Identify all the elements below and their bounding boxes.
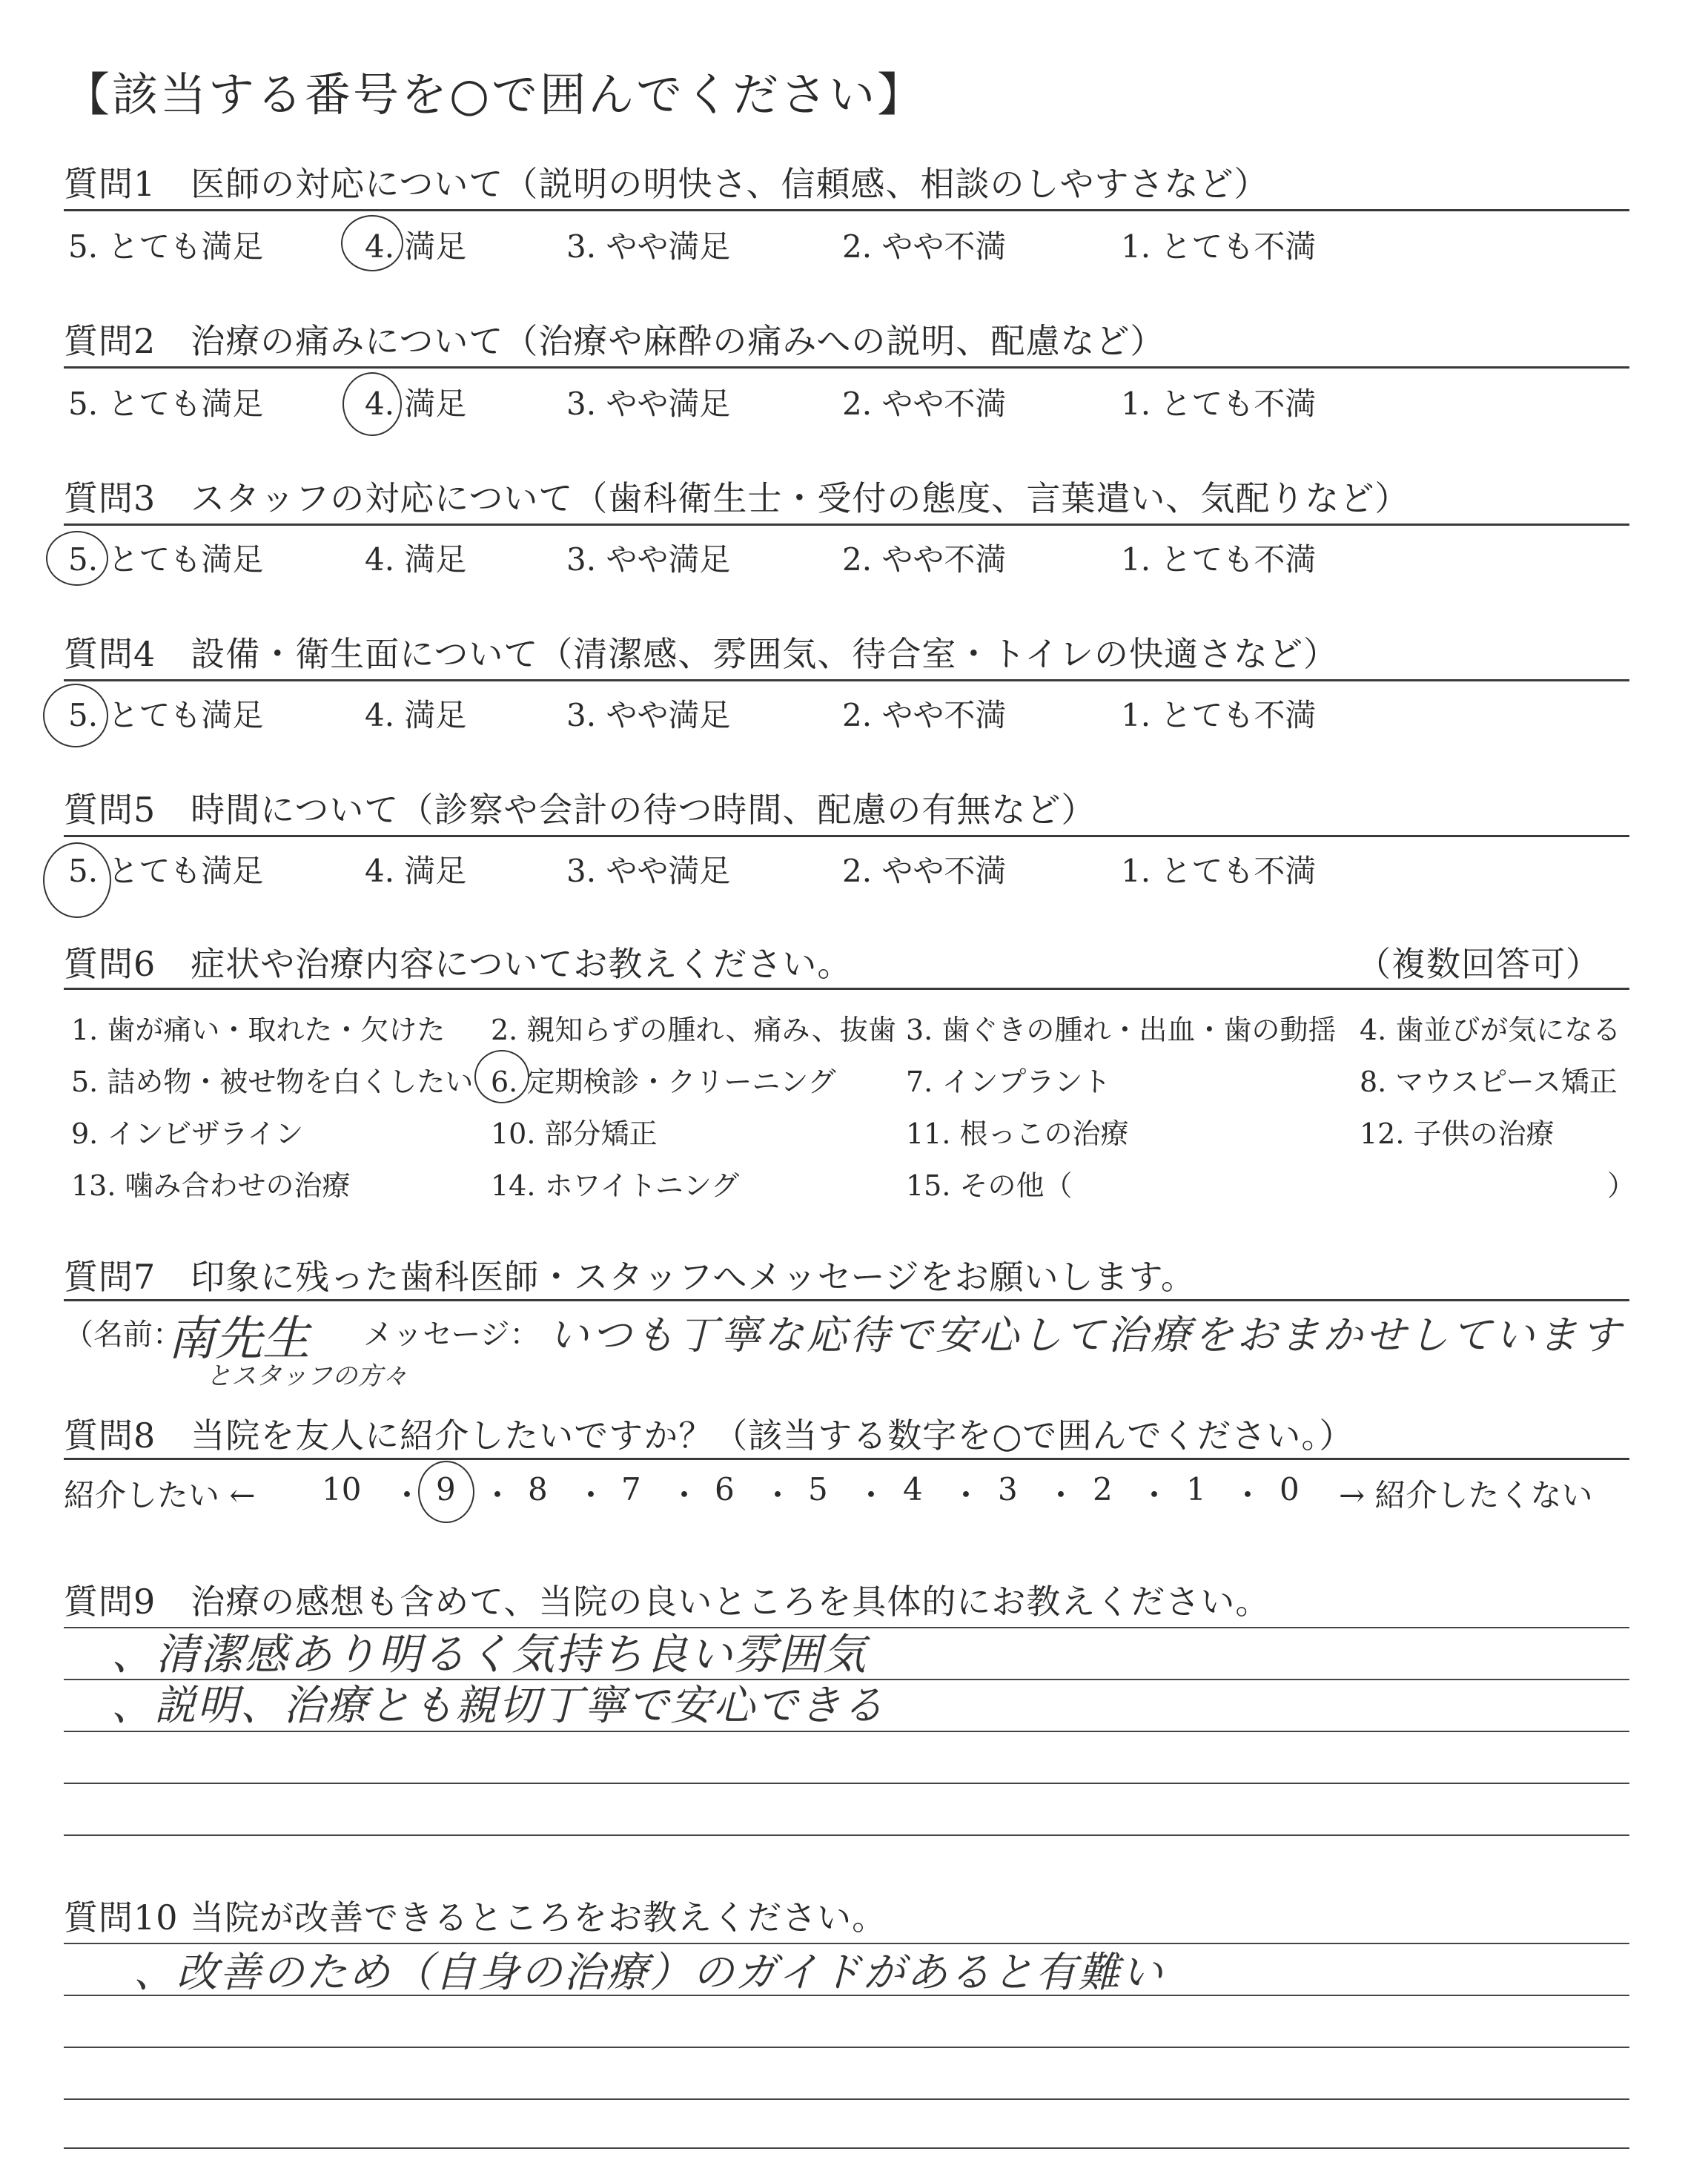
- q1-option-4[interactable]: 4. 満足: [365, 228, 467, 265]
- q8-scale-4[interactable]: 4: [903, 1471, 923, 1507]
- q8-scale-10[interactable]: 10: [322, 1471, 362, 1507]
- q6-option-15[interactable]: 15. その他（: [906, 1169, 1073, 1202]
- q7-name-value-2[interactable]: とスタッフの方々: [206, 1361, 408, 1391]
- q6-option-6[interactable]: 6. 定期検診・クリーニング: [491, 1066, 836, 1098]
- q8-right-label: → 紹介したくない: [1339, 1477, 1593, 1513]
- question-2-title: 質問2 治療の痛みについて（治療や麻酔の痛みへの説明、配慮など）: [64, 321, 1165, 361]
- q5-option-3[interactable]: 3. やや満足: [566, 853, 731, 889]
- q2-selection-circle: [342, 372, 402, 436]
- q6-option-7[interactable]: 7. インプラント: [906, 1066, 1111, 1098]
- question-5-title: 質問5 時間について（診察や会計の待つ時間、配慮の有無など）: [64, 790, 1096, 830]
- q2-option-2[interactable]: 2. やや不満: [842, 386, 1007, 422]
- q8-scale-dot: ・: [950, 1477, 982, 1513]
- writing-line: [64, 2098, 1629, 2100]
- q6-selection-circle: [474, 1050, 529, 1103]
- q1-option-2[interactable]: 2. やや不満: [842, 228, 1007, 265]
- q8-scale-5[interactable]: 5: [808, 1471, 828, 1507]
- question-6-note: （複数回答可）: [1357, 944, 1601, 984]
- q2-option-3[interactable]: 3. やや満足: [566, 386, 731, 422]
- divider: [64, 679, 1629, 681]
- q4-option-5[interactable]: 5. とても満足: [68, 697, 264, 733]
- q6-option-5[interactable]: 5. 詰め物・被せ物を白くしたい: [71, 1066, 474, 1098]
- q2-option-1[interactable]: 1. とても不満: [1121, 386, 1317, 422]
- q5-option-5[interactable]: 5. とても満足: [68, 853, 264, 889]
- q3-option-4[interactable]: 4. 満足: [365, 541, 467, 578]
- writing-line: [64, 1783, 1629, 1784]
- q8-scale-dot: ・: [391, 1477, 423, 1513]
- q1-option-1[interactable]: 1. とても不満: [1121, 228, 1317, 265]
- writing-line: [64, 1834, 1629, 1836]
- q1-option-5[interactable]: 5. とても満足: [68, 228, 264, 265]
- q9-answer-line-2[interactable]: 、説明、治療とも親切丁寧で安心できる: [111, 1682, 885, 1730]
- divider: [64, 366, 1629, 369]
- writing-line: [64, 2047, 1629, 2048]
- q4-option-1[interactable]: 1. とても不満: [1121, 697, 1317, 733]
- q3-option-1[interactable]: 1. とても不満: [1121, 541, 1317, 578]
- q5-option-1[interactable]: 1. とても不満: [1121, 853, 1317, 889]
- q8-scale-dot: ・: [762, 1477, 794, 1513]
- q6-option-8[interactable]: 8. マウスピース矯正: [1360, 1066, 1618, 1098]
- q10-answer-line-1[interactable]: 、改善のため（自身の治療）のガイドがあると有難い: [133, 1949, 1165, 1997]
- question-8-title: 質問8 当院を友人に紹介したいですか？（該当する数字を○で囲んでください。）: [64, 1416, 1354, 1456]
- q8-scale-8[interactable]: 8: [528, 1471, 548, 1507]
- divider: [64, 1458, 1629, 1460]
- q5-selection-circle: [43, 842, 111, 918]
- form-header: 【該当する番号を○で囲んでください】: [64, 67, 926, 122]
- q8-scale-dot: ・: [1139, 1477, 1171, 1513]
- q3-option-3[interactable]: 3. やや満足: [566, 541, 731, 578]
- question-10-title: 質問10 当院が改善できるところをお教えください。: [64, 1898, 887, 1938]
- q8-scale-6[interactable]: 6: [715, 1471, 735, 1507]
- q6-option-4[interactable]: 4. 歯並びが気になる: [1360, 1014, 1621, 1046]
- q8-scale-3[interactable]: 3: [998, 1471, 1018, 1507]
- q8-scale-2[interactable]: 2: [1093, 1471, 1113, 1507]
- q3-option-5[interactable]: 5. とても満足: [68, 541, 264, 578]
- q4-option-2[interactable]: 2. やや不満: [842, 697, 1007, 733]
- q6-option-9[interactable]: 9. インビザライン: [71, 1117, 304, 1150]
- q5-option-2[interactable]: 2. やや不満: [842, 853, 1007, 889]
- q6-option-3[interactable]: 3. 歯ぐきの腫れ・出血・歯の動揺: [906, 1014, 1337, 1046]
- q8-scale-dot: ・: [482, 1477, 514, 1513]
- question-7-title: 質問7 印象に残った歯科医師・スタッフへメッセージをお願いします。: [64, 1257, 1196, 1297]
- q8-scale-0[interactable]: 0: [1280, 1471, 1300, 1507]
- q6-option-10[interactable]: 10. 部分矯正: [491, 1117, 658, 1150]
- q7-name-label: （名前：: [64, 1318, 182, 1352]
- q7-message-label: メッセージ：: [363, 1318, 540, 1352]
- q2-option-4[interactable]: 4. 満足: [365, 386, 467, 422]
- q8-scale-9[interactable]: 9: [436, 1471, 456, 1507]
- q9-answer-line-1[interactable]: 、清潔感あり明るく気持ち良い雰囲気: [111, 1629, 868, 1680]
- q4-option-4[interactable]: 4. 満足: [365, 697, 467, 733]
- q6-option-2[interactable]: 2. 親知らずの腫れ、痛み、抜歯: [491, 1014, 896, 1046]
- q6-option-1[interactable]: 1. 歯が痛い・取れた・欠けた: [71, 1014, 446, 1046]
- divider: [64, 524, 1629, 526]
- question-9-title: 質問9 治療の感想も含めて、当院の良いところを具体的にお教えください。: [64, 1582, 1271, 1622]
- writing-line: [64, 2147, 1629, 2149]
- q7-name-value[interactable]: 南先生: [168, 1312, 310, 1367]
- q5-option-4[interactable]: 4. 満足: [365, 853, 467, 889]
- q6-option-15-close: ）: [1607, 1169, 1636, 1202]
- q8-left-label: 紹介したい ←: [64, 1477, 256, 1513]
- q8-scale-dot: ・: [855, 1477, 887, 1513]
- q2-option-5[interactable]: 5. とても満足: [68, 386, 264, 422]
- q8-scale-dot: ・: [1045, 1477, 1077, 1513]
- q7-message-value[interactable]: いつも丁寧な応待で安心して治療をおまかせしています: [549, 1312, 1623, 1358]
- q6-option-14[interactable]: 14. ホワイトニング: [491, 1169, 740, 1202]
- q4-option-3[interactable]: 3. やや満足: [566, 697, 731, 733]
- q3-option-2[interactable]: 2. やや不満: [842, 541, 1007, 578]
- q8-selection-circle: [418, 1461, 474, 1523]
- question-4-title: 質問4 設備・衛生面について（清潔感、雰囲気、待合室・トイレの快適さなど）: [64, 634, 1339, 674]
- q6-option-12[interactable]: 12. 子供の治療: [1360, 1117, 1555, 1150]
- divider: [64, 835, 1629, 837]
- q1-option-3[interactable]: 3. やや満足: [566, 228, 731, 265]
- divider: [64, 988, 1629, 990]
- q8-scale-dot: ・: [669, 1477, 701, 1513]
- question-6-title: 質問6 症状や治療内容についてお教えください。: [64, 944, 853, 984]
- q8-scale-dot: ・: [1232, 1477, 1264, 1513]
- q3-selection-circle: [46, 531, 108, 586]
- question-1-title: 質問1 医師の対応について（説明の明快さ、信頼感、相談のしやすさなど）: [64, 164, 1269, 204]
- q4-selection-circle: [43, 684, 108, 747]
- q8-scale-1[interactable]: 1: [1186, 1471, 1206, 1507]
- q8-scale-dot: ・: [575, 1477, 607, 1513]
- q8-scale-7[interactable]: 7: [621, 1471, 641, 1507]
- q6-option-11[interactable]: 11. 根っこの治療: [906, 1117, 1129, 1150]
- q6-option-13[interactable]: 13. 噛み合わせの治療: [71, 1169, 351, 1202]
- divider: [64, 209, 1629, 211]
- q1-selection-circle: [341, 215, 403, 271]
- question-3-title: 質問3 スタッフの対応について（歯科衛生士・受付の態度、言葉遣い、気配りなど）: [64, 478, 1410, 518]
